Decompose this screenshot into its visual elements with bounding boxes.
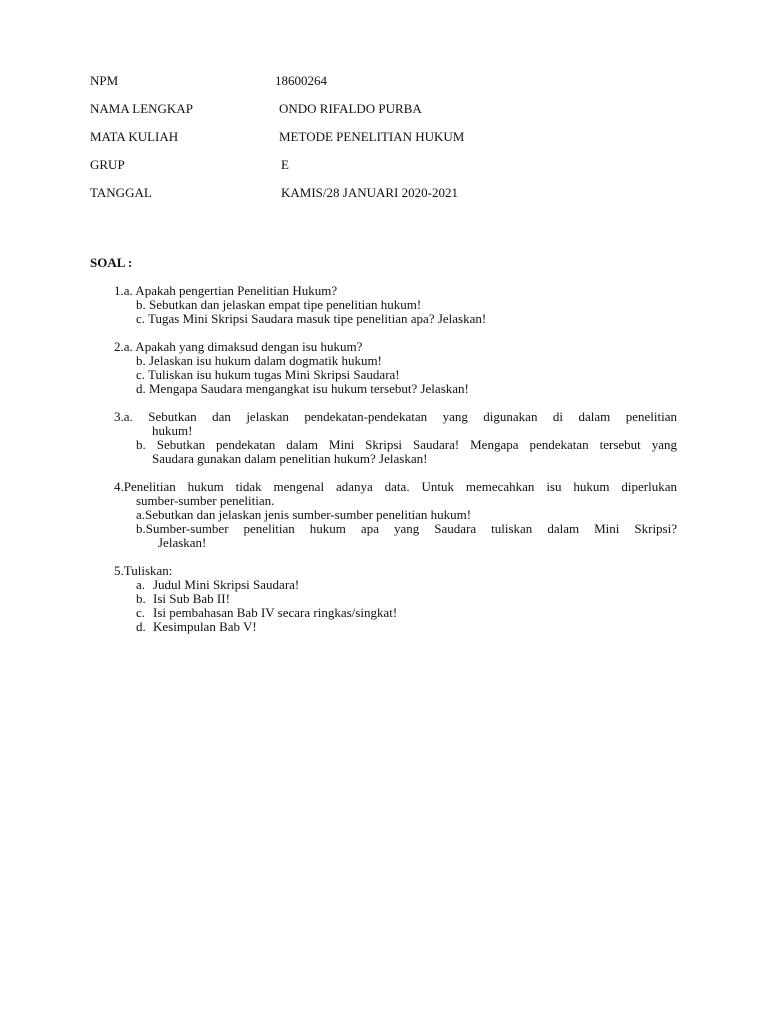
q2-d: d. Mengapa Saudara mengangkat isu hukum tersebut? Jelaskan! <box>136 381 469 396</box>
q5-c-text: Isi pembahasan Bab IV secara ringkas/singkat! <box>153 605 398 620</box>
tanggal-value: KAMIS/28 JANUARI 2020-2021 <box>281 185 458 200</box>
q5-b-text: Isi Sub Bab II! <box>153 591 230 606</box>
q5-d-text: Kesimpulan Bab V! <box>153 619 257 634</box>
q5-intro: 5.Tuliskan: <box>114 563 173 578</box>
q3-b-line2: Saudara gunakan dalam penelitian hukum? Jelaskan! <box>152 451 428 466</box>
q2-b: b. Jelaskan isu hukum dalam dogmatik hukum! <box>136 353 382 368</box>
grup-value: E <box>281 157 289 172</box>
q4-intro-line1: 4.Penelitian hukum tidak mengenal adanya data. Untuk memecahkan isu hukum diperlukan <box>114 479 677 494</box>
q5-c-marker: c. <box>136 605 146 620</box>
q1-b: b. Sebutkan dan jelaskan empat tipe penelitian hukum! <box>136 297 422 312</box>
q3-a-line1: 3.a. Sebutkan dan jelaskan pendekatan-pendekatan yang digunakan di dalam penelitian <box>114 409 677 424</box>
npm-value: 18600264 <box>275 73 327 88</box>
q5-a-marker: a. <box>136 577 146 592</box>
matkul-value: METODE PENELITIAN HUKUM <box>279 129 465 144</box>
q5-b-marker: b. <box>136 591 146 606</box>
q2-a: 2.a. Apakah yang dimaksud dengan isu hukum? <box>114 339 363 354</box>
nama-label: NAMA LENGKAP <box>90 101 193 116</box>
nama-value: ONDO RIFALDO PURBA <box>279 101 422 116</box>
q3-a-line2: hukum! <box>152 423 193 438</box>
matkul-label: MATA KULIAH <box>90 129 179 144</box>
q5-a-text: Judul Mini Skripsi Saudara! <box>153 577 300 592</box>
q1-c: c. Tugas Mini Skripsi Saudara masuk tipe penelitian apa? Jelaskan! <box>136 311 487 326</box>
q4-b-line1: b.Sumber-sumber penelitian hukum apa yang Saudara tuliskan dalam Mini Skripsi? <box>136 521 677 536</box>
q4-b-line2: Jelaskan! <box>158 535 207 550</box>
npm-label: NPM <box>90 73 119 88</box>
q1-a: 1.a. Apakah pengertian Penelitian Hukum? <box>114 283 338 298</box>
q4-intro-line2: sumber-sumber penelitian. <box>136 493 275 508</box>
q5-d-marker: d. <box>136 619 146 634</box>
q4-a: a.Sebutkan dan jelaskan jenis sumber-sumber penelitian hukum! <box>136 507 472 522</box>
q2-c: c. Tuliskan isu hukum tugas Mini Skripsi Saudara! <box>136 367 400 382</box>
soal-heading: SOAL : <box>90 255 133 270</box>
q3-b-line1: b. Sebutkan pendekatan dalam Mini Skripsi Saudara! Mengapa pendekatan tersebut yang <box>136 437 677 452</box>
grup-label: GRUP <box>90 157 125 172</box>
tanggal-label: TANGGAL <box>90 185 152 200</box>
